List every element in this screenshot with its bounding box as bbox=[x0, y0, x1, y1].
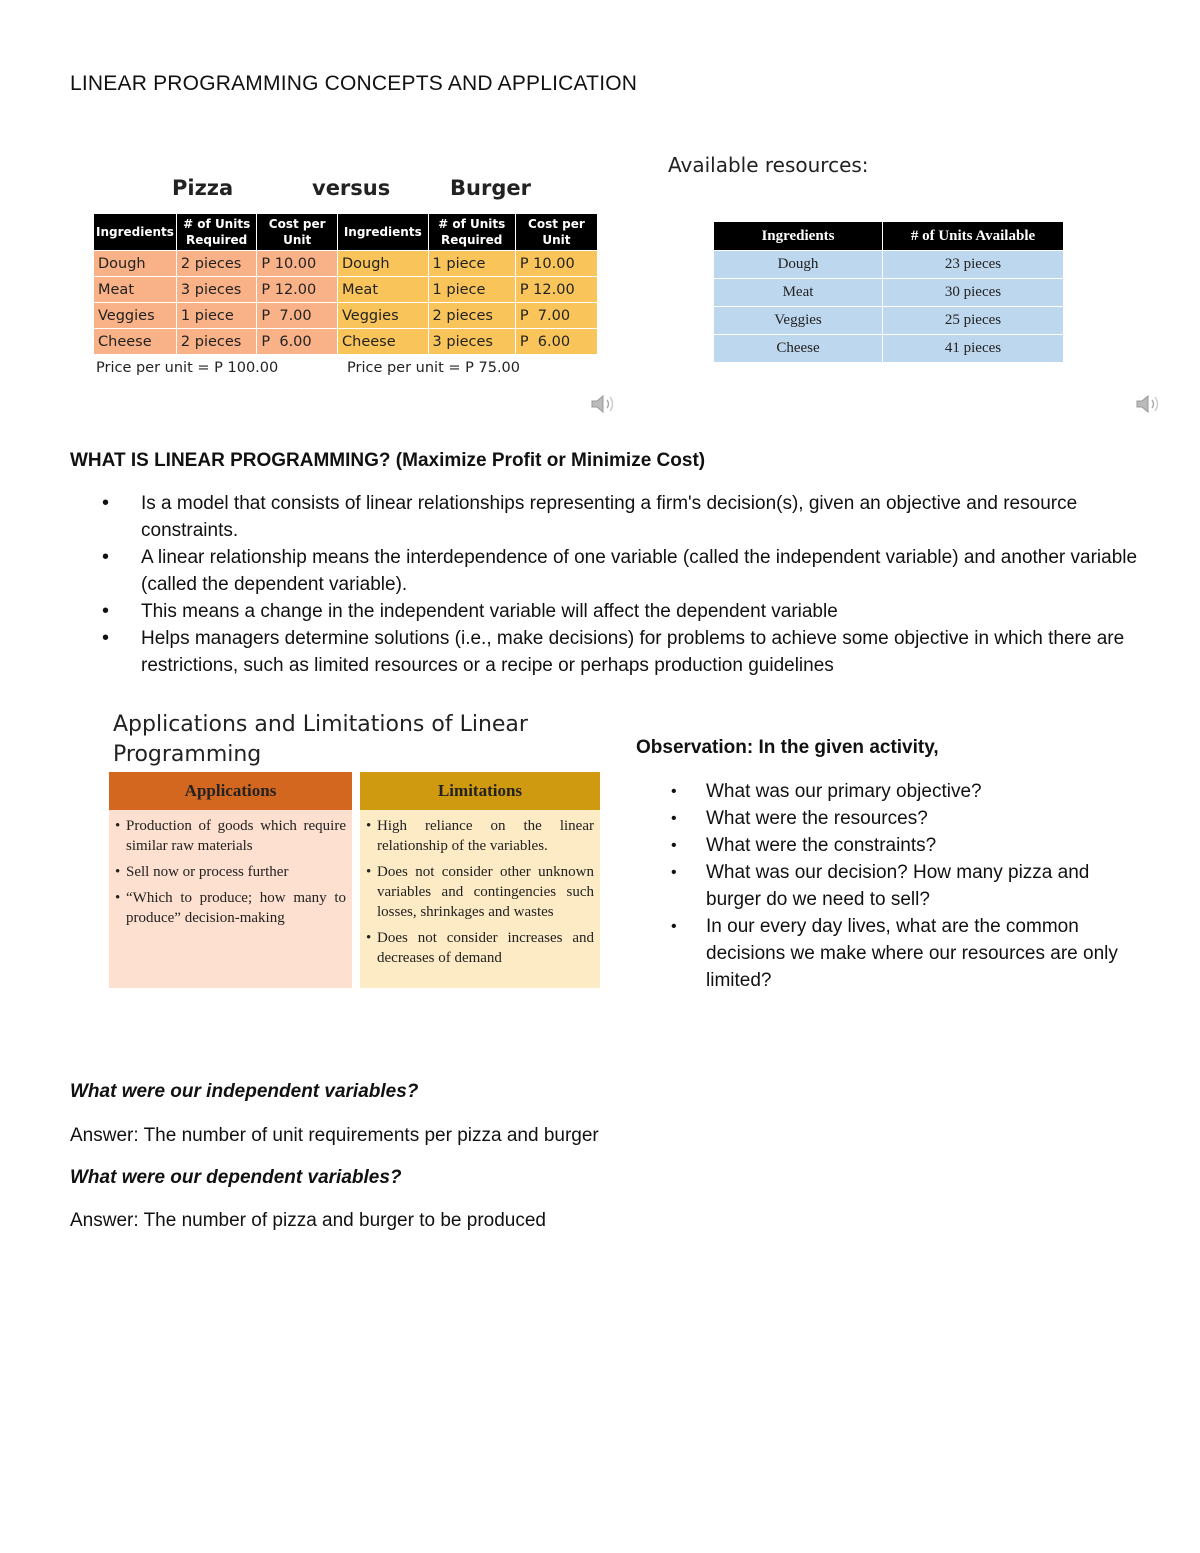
list-item: • High reliance on the linear relationship of the variables. bbox=[366, 816, 594, 856]
list-item: • What was our primary objective? bbox=[668, 778, 1148, 805]
versus-label: versus bbox=[312, 176, 391, 200]
cell: 1 piece bbox=[176, 303, 256, 329]
cell: 3 pieces bbox=[428, 329, 515, 355]
section-heading: WHAT IS LINEAR PROGRAMMING? (Maximize Profit or Minimize Cost) bbox=[70, 450, 706, 471]
applications-panel bbox=[109, 772, 352, 988]
list-item: • Is a model that consists of linear relationships representing a firm's decision(s), given an objective and resource constraints. bbox=[100, 490, 1140, 544]
cell: Dough bbox=[714, 251, 883, 279]
list-item: • What were the constraints? bbox=[668, 832, 1148, 859]
list-item: • Sell now or process further bbox=[115, 862, 346, 882]
list-item: • What were the resources? bbox=[668, 805, 1148, 832]
cell: P 6.00 bbox=[257, 329, 338, 355]
list-item: • This means a change in the independent variable will affect the dependent variable bbox=[100, 598, 1140, 625]
cell: P 12.00 bbox=[257, 277, 338, 303]
list-item: • Does not consider other unknown variables and contingencies such losses, shrinkages and wastes bbox=[366, 862, 594, 922]
column-header: # of Units Required bbox=[176, 214, 256, 251]
question-independent: What were our independent variables? bbox=[70, 1081, 419, 1102]
list-item: • What was our decision? How many pizza and burger do we need to sell? bbox=[668, 859, 1148, 913]
cell: 30 pieces bbox=[883, 279, 1064, 307]
burger-label: Burger bbox=[450, 176, 531, 200]
limitations-panel bbox=[360, 772, 600, 988]
definition-list bbox=[100, 490, 1140, 679]
cell: Meat bbox=[714, 279, 883, 307]
table-row bbox=[714, 279, 1064, 307]
available-resources-table bbox=[714, 222, 1064, 362]
list-item: • “Which to produce; how many to produce” decision-making bbox=[115, 888, 346, 928]
speaker-icon[interactable] bbox=[1135, 393, 1163, 415]
column-header: Ingredients bbox=[338, 214, 429, 251]
speaker-icon[interactable] bbox=[590, 393, 618, 415]
table-row bbox=[94, 251, 598, 277]
cell: 25 pieces bbox=[883, 307, 1064, 335]
list-item: • Helps managers determine solutions (i.e., make decisions) for problems to achieve some objective in which there are restrictions, such as limited resources or a recipe or perhaps production guidelines bbox=[100, 625, 1140, 679]
cell: P 7.00 bbox=[257, 303, 338, 329]
cell: 1 piece bbox=[428, 277, 515, 303]
cell: Cheese bbox=[94, 329, 176, 355]
answer-dependent: Answer: The number of pizza and burger to be produced bbox=[70, 1210, 546, 1231]
burger-price: Price per unit = P 75.00 bbox=[347, 360, 521, 376]
cell: 3 pieces bbox=[176, 277, 256, 303]
cell: P 10.00 bbox=[515, 251, 597, 277]
list-item: • A linear relationship means the interdependence of one variable (called the independent variable) and another variable (called the dependent variable). bbox=[100, 544, 1140, 598]
pizza-price: Price per unit = P 100.00 bbox=[96, 360, 279, 376]
cell: Dough bbox=[338, 251, 429, 277]
column-header: Ingredients bbox=[94, 214, 176, 251]
table-header-row bbox=[714, 222, 1064, 251]
table-row bbox=[714, 251, 1064, 279]
cell: 2 pieces bbox=[428, 303, 515, 329]
available-resources-title: Available resources: bbox=[668, 153, 869, 177]
cell: 23 pieces bbox=[883, 251, 1064, 279]
column-header: # of Units Required bbox=[428, 214, 515, 251]
cell: Meat bbox=[94, 277, 176, 303]
cell: Meat bbox=[338, 277, 429, 303]
column-header: Cost per Unit bbox=[257, 214, 338, 251]
cell: P 10.00 bbox=[257, 251, 338, 277]
table-row bbox=[94, 277, 598, 303]
applications-header: Applications bbox=[109, 772, 352, 810]
cell: Veggies bbox=[338, 303, 429, 329]
table-row bbox=[714, 335, 1064, 363]
list-item: • Production of goods which require similar raw materials bbox=[115, 816, 346, 856]
cell: Dough bbox=[94, 251, 176, 277]
cell: Veggies bbox=[94, 303, 176, 329]
observation-list bbox=[668, 778, 1148, 994]
cell: 2 pieces bbox=[176, 329, 256, 355]
column-header: # of Units Available bbox=[883, 222, 1064, 251]
column-header: Ingredients bbox=[714, 222, 883, 251]
question-dependent: What were our dependent variables? bbox=[70, 1167, 402, 1188]
limitations-header: Limitations bbox=[360, 772, 600, 810]
cell: 41 pieces bbox=[883, 335, 1064, 363]
column-header: Cost per Unit bbox=[515, 214, 597, 251]
table-row bbox=[714, 307, 1064, 335]
list-item: • In our every day lives, what are the common decisions we make where our resources are only limited? bbox=[668, 913, 1148, 994]
table-header-row bbox=[94, 214, 598, 251]
cell: 1 piece bbox=[428, 251, 515, 277]
cell: P 7.00 bbox=[515, 303, 597, 329]
observation-heading: Observation: In the given activity, bbox=[636, 737, 939, 758]
pizza-burger-table bbox=[94, 214, 598, 354]
cell: 2 pieces bbox=[176, 251, 256, 277]
cell: P 6.00 bbox=[515, 329, 597, 355]
apps-limits-title: Applications and Limitations of Linear Programming bbox=[113, 712, 528, 767]
table-row bbox=[94, 303, 598, 329]
document-title: LINEAR PROGRAMMING CONCEPTS AND APPLICATION bbox=[70, 72, 638, 95]
cell: Cheese bbox=[714, 335, 883, 363]
cell: P 12.00 bbox=[515, 277, 597, 303]
cell: Veggies bbox=[714, 307, 883, 335]
cell: Cheese bbox=[338, 329, 429, 355]
answer-independent: Answer: The number of unit requirements per pizza and burger bbox=[70, 1125, 599, 1146]
list-item: • Does not consider increases and decreases of demand bbox=[366, 928, 594, 968]
pizza-label: Pizza bbox=[172, 176, 234, 200]
table-row bbox=[94, 329, 598, 355]
